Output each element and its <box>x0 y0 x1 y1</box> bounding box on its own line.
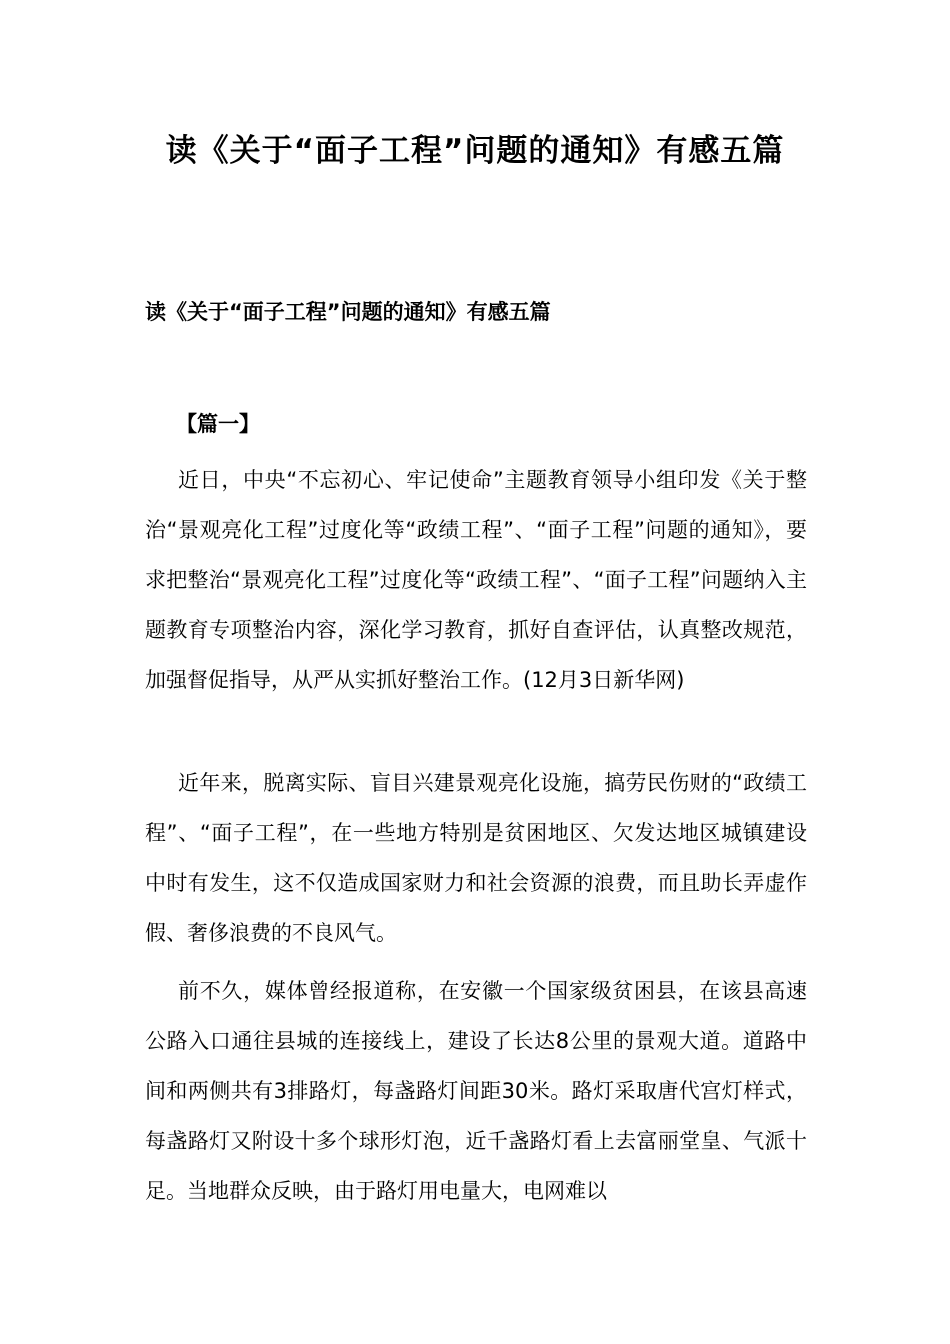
paragraph-2: 近年来，脱离实际、盲目兴建景观亮化设施，搞劳民伤财的“政绩工程”、“面子工程”，在一些地方特别是贫困地区、欠发达地区城镇建设中时有发生，这不仅造成国家财力和社会资源的浪费，而且助长弄虚作假、奢侈浪费的不良风气。 <box>145 771 807 945</box>
document-subheading: 读《关于“面子工程”问题的通知》有感五篇 <box>145 300 551 324</box>
document-title: 读《关于“面子工程”问题的通知》有感五篇 <box>165 133 785 169</box>
section-label: 【篇一】 <box>176 412 260 436</box>
paragraph-3: 前不久，媒体曾经报道称，在安徽一个国家级贫困县，在该县高速公路入口通往县城的连接线上，建设了长达8公里的景观大道。道路中间和两侧共有3排路灯，每盏路灯间距30米。路灯采取唐代宫灯样式，每盏路灯又附设十多个球形灯泡，近千盏路灯看上去富丽堂皇、气派十足。当地群众反映，由于路灯用电量大，电网难以 <box>145 979 807 1203</box>
paragraph-1: 近日，中央“不忘初心、牢记使命”主题教育领导小组印发《关于整治“景观亮化工程”过度化等“政绩工程”、“面子工程”问题的通知》，要求把整治“景观亮化工程”过度化等“政绩工程”、“面子工程”问题纳入主题教育专项整治内容，深化学习教育，抓好自查评估，认真整改规范，加强督促指导，从严从实抓好整治工作。(12月3日新华网) <box>145 468 807 692</box>
